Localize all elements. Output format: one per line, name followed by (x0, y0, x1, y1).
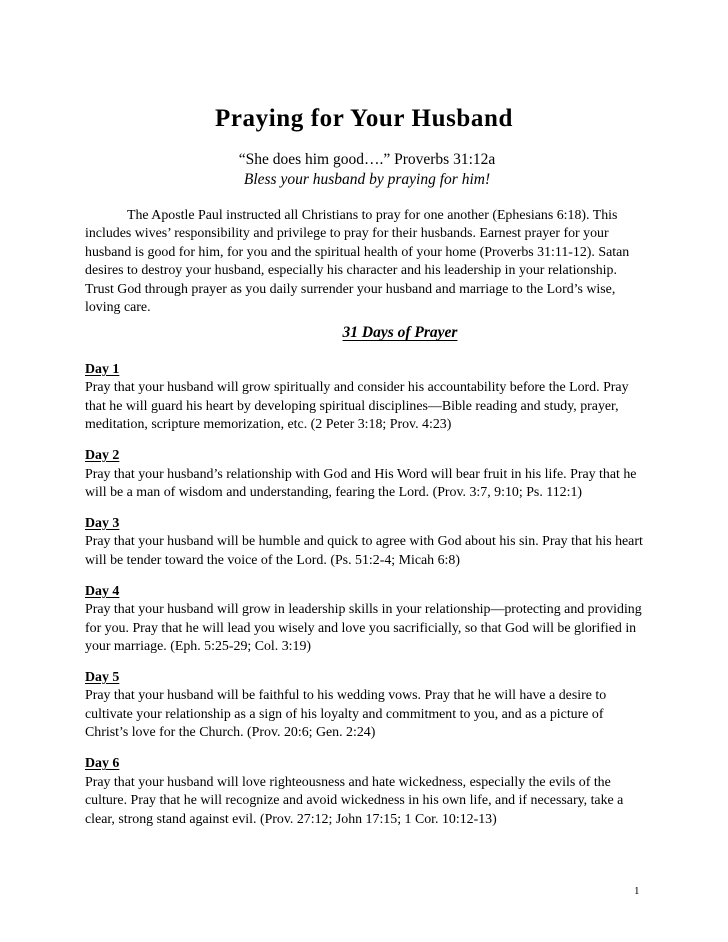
document-subtitle: Bless your husband by praying for him! (243, 171, 491, 188)
section-heading-text: 31 Days of Prayer (342, 324, 458, 341)
day-entry-2 (85, 447, 645, 502)
day-entry-5 (85, 669, 645, 743)
scripture-verse: “She does him good….” Proverbs 31:12a (238, 151, 496, 168)
page-number: 1 (634, 885, 640, 897)
day-entry-1 (85, 361, 645, 435)
days-list (85, 361, 645, 842)
day-label: Day 1 (85, 362, 120, 377)
day-entry-6 (85, 755, 645, 829)
day-label: Day 3 (85, 516, 120, 532)
day-text: Pray that your husband will grow spiritually and consider his accountability before the Lord. Pray that he will guard his heart by developing spiritual disciplines—Bible reading and study, prayer, meditation, scripture memorization, etc. (2 Peter 3:18; Prov. 4:23) (85, 380, 629, 433)
day-label: Day 2 (85, 448, 120, 464)
intro-paragraph: The Apostle Paul instructed all Christians to pray for one another (Ephesians 6:18). This includes wives’ responsibility and privilege to pray for their husbands. Earnest prayer for your husband is good for him, for you and the spiritual health of your home (Proverbs 31:11-12). Satan desires to destroy your husband, especially his character and his leadership in your relationship. Trust God through prayer as you daily surrender your husband and marriage to the Lord’s wise, loving care. (85, 208, 630, 316)
day-text: Pray that your husband will be faithful to his wedding vows. Pray that he will have a desire to cultivate your relationship as a sign of his loyalty and commitment to you, and as a picture of Christ’s love for the Church. (Prov. 20:6; Gen. 2:24) (85, 688, 607, 741)
day-text: Pray that your husband will be humble and quick to agree with God about his sin. Pray that his heart will be tender toward the voice of the Lord. (Ps. 51:2-4; Micah 6:8) (85, 534, 643, 568)
document-title: Praying for Your Husband (214, 105, 514, 132)
day-entry-4 (85, 583, 645, 657)
day-text: Pray that your husband will love righteousness and hate wickedness, especially the evils of the culture. Pray that he will recognize and avoid wickedness in his own life, and if necessary, take a clear, strong stand against evil. (Prov. 27:12; John 17:15; 1 Cor. 10:12-13) (85, 774, 624, 827)
day-label: Day 5 (85, 670, 120, 686)
section-heading (0, 324, 728, 342)
day-text: Pray that your husband’s relationship with God and His Word will bear fruit in his life. Pray that he will be a man of wisdom and understanding, fearing the Lord. (Prov. 3:7, 9:10; Ps. 112:1) (85, 466, 637, 501)
day-label: Day 6 (85, 756, 120, 772)
day-text: Pray that your husband will grow in leadership skills in your relationship—protecting and providing for you. Pray that he will lead you wisely and love you sacrificially, so that God will be glorified in your marriage. (Eph. 5:25-29; Col. 3:19) (85, 602, 642, 655)
day-entry-3 (85, 515, 645, 570)
day-label: Day 4 (85, 583, 120, 599)
